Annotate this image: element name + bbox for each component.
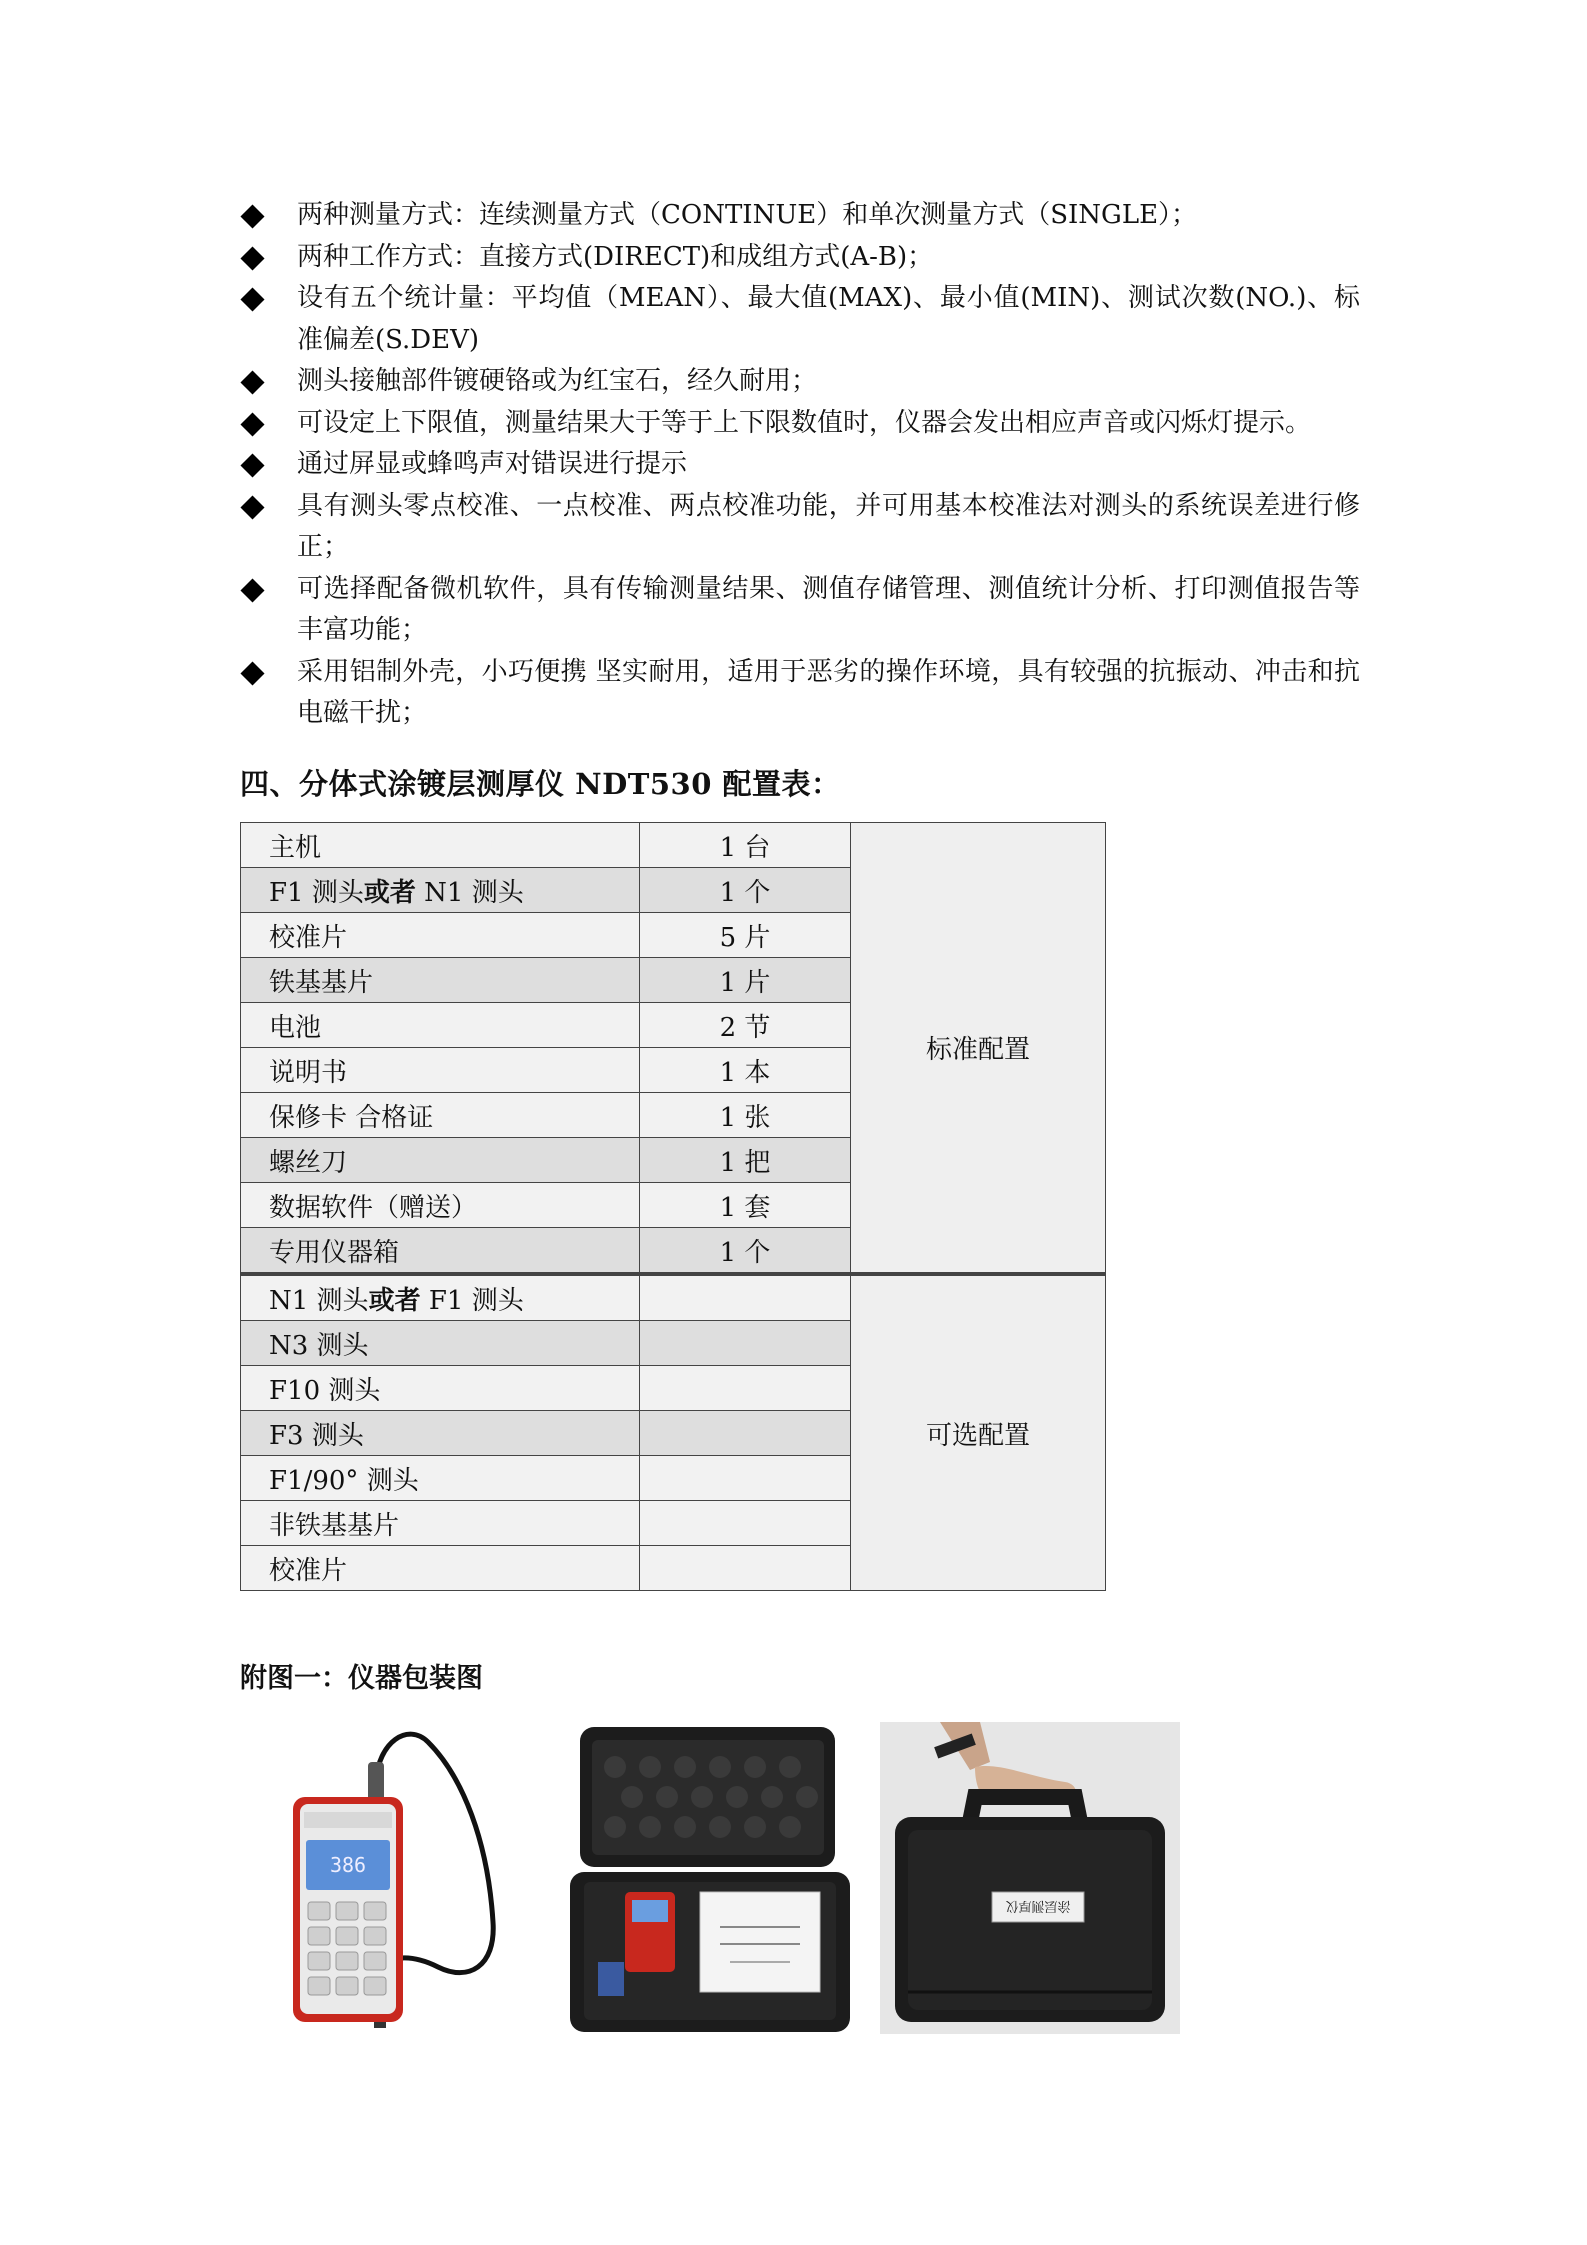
bullet-diamond-icon [240,412,264,436]
item-cell: 电池 [241,1003,640,1048]
table-row [241,823,1106,868]
open-case-photo [570,1722,850,2034]
group-label-optional: 可选配置 [851,1274,1106,1591]
bullet-diamond-icon [240,495,264,519]
qty-cell [640,1501,851,1546]
qty-cell [640,1274,851,1321]
item-cell: 说明书 [241,1048,640,1093]
list-item: 两种工作方式：直接方式(DIRECT)和成组方式(A-B)； [240,237,1360,279]
item-cell: 专用仪器箱 [241,1228,640,1275]
qty-cell [640,1546,851,1591]
qty-cell [640,1411,851,1456]
list-item: 可设定上下限值，测量结果大于等于上下限数值时，仪器会发出相应声音或闪烁灯提示。 [240,403,1360,445]
qty-cell: 1 个 [640,868,851,913]
item-cell: F1 测头或者 N1 测头 [241,868,640,913]
qty-cell: 1 个 [640,1228,851,1275]
bullet-diamond-icon [240,578,264,602]
list-item: 通过屏显或蜂鸣声对错误进行提示 [240,444,1360,486]
bullet-diamond-icon [240,246,264,270]
bullet-diamond-icon [240,370,264,394]
list-item: 两种测量方式：连续测量方式（CONTINUE）和单次测量方式（SINGLE）； [240,195,1360,237]
closed-case-photo [880,1722,1180,2034]
qty-cell: 1 本 [640,1048,851,1093]
group-label-standard: 标准配置 [851,823,1106,1275]
item-cell: N1 测头或者 F1 测头 [241,1274,640,1321]
list-item: 可选择配备微机软件，具有传输测量结果、测值存储管理、测值统计分析、打印测值报告等丰富功能； [240,569,1360,652]
item-cell: 校准片 [241,1546,640,1591]
case-label: 涂层测厚仪 [1005,1898,1071,1913]
item-cell: 铁基基片 [241,958,640,1003]
qty-cell: 1 套 [640,1183,851,1228]
qty-cell: 2 节 [640,1003,851,1048]
section-heading: 四、分体式涂镀层测厚仪 NDT530 配置表： [240,767,841,801]
item-cell: 主机 [241,823,640,868]
item-cell: F3 测头 [241,1411,640,1456]
list-item: 采用铝制外壳，小巧便携 坚实耐用，适用于恶劣的操作环境，具有较强的抗振动、冲击和抗电磁干扰； [240,652,1360,735]
qty-cell [640,1321,851,1366]
list-item: 测头接触部件镀硬铬或为红宝石，经久耐用； [240,361,1360,403]
item-cell: 数据软件（赠送） [241,1183,640,1228]
bullet-diamond-icon [240,661,264,685]
gauge-illustration [288,1722,518,2032]
config-table [240,822,1106,1591]
gauge-photo [288,1722,518,2032]
list-item: 设有五个统计量：平均值（MEAN）、最大值(MAX)、最小值(MIN)、测试次数(NO.)、标准偏差(S.DEV) [240,278,1360,361]
open-case-illustration [570,1722,850,2034]
qty-cell [640,1456,851,1501]
qty-cell: 1 片 [640,958,851,1003]
item-cell: 非铁基基片 [241,1501,640,1546]
item-cell: 保修卡 合格证 [241,1093,640,1138]
qty-cell: 1 台 [640,823,851,868]
closed-case-illustration [880,1722,1180,2034]
bullet-diamond-icon [240,453,264,477]
feature-list [240,195,1360,735]
item-cell: N3 测头 [241,1321,640,1366]
item-cell: F10 测头 [241,1366,640,1411]
item-cell: 螺丝刀 [241,1138,640,1183]
item-cell: 校准片 [241,913,640,958]
qty-cell [640,1366,851,1411]
bullet-diamond-icon [240,204,264,228]
item-cell: F1/90° 测头 [241,1456,640,1501]
qty-cell: 1 张 [640,1093,851,1138]
bullet-diamond-icon [240,287,264,311]
gauge-screen-value: 386 [329,1853,367,1877]
figure-caption: 附图一：仪器包装图 [240,1663,483,1694]
list-item: 具有测头零点校准、一点校准、两点校准功能，并可用基本校准法对测头的系统误差进行修正； [240,486,1360,569]
qty-cell: 5 片 [640,913,851,958]
table-row [241,1274,1106,1321]
qty-cell: 1 把 [640,1138,851,1183]
